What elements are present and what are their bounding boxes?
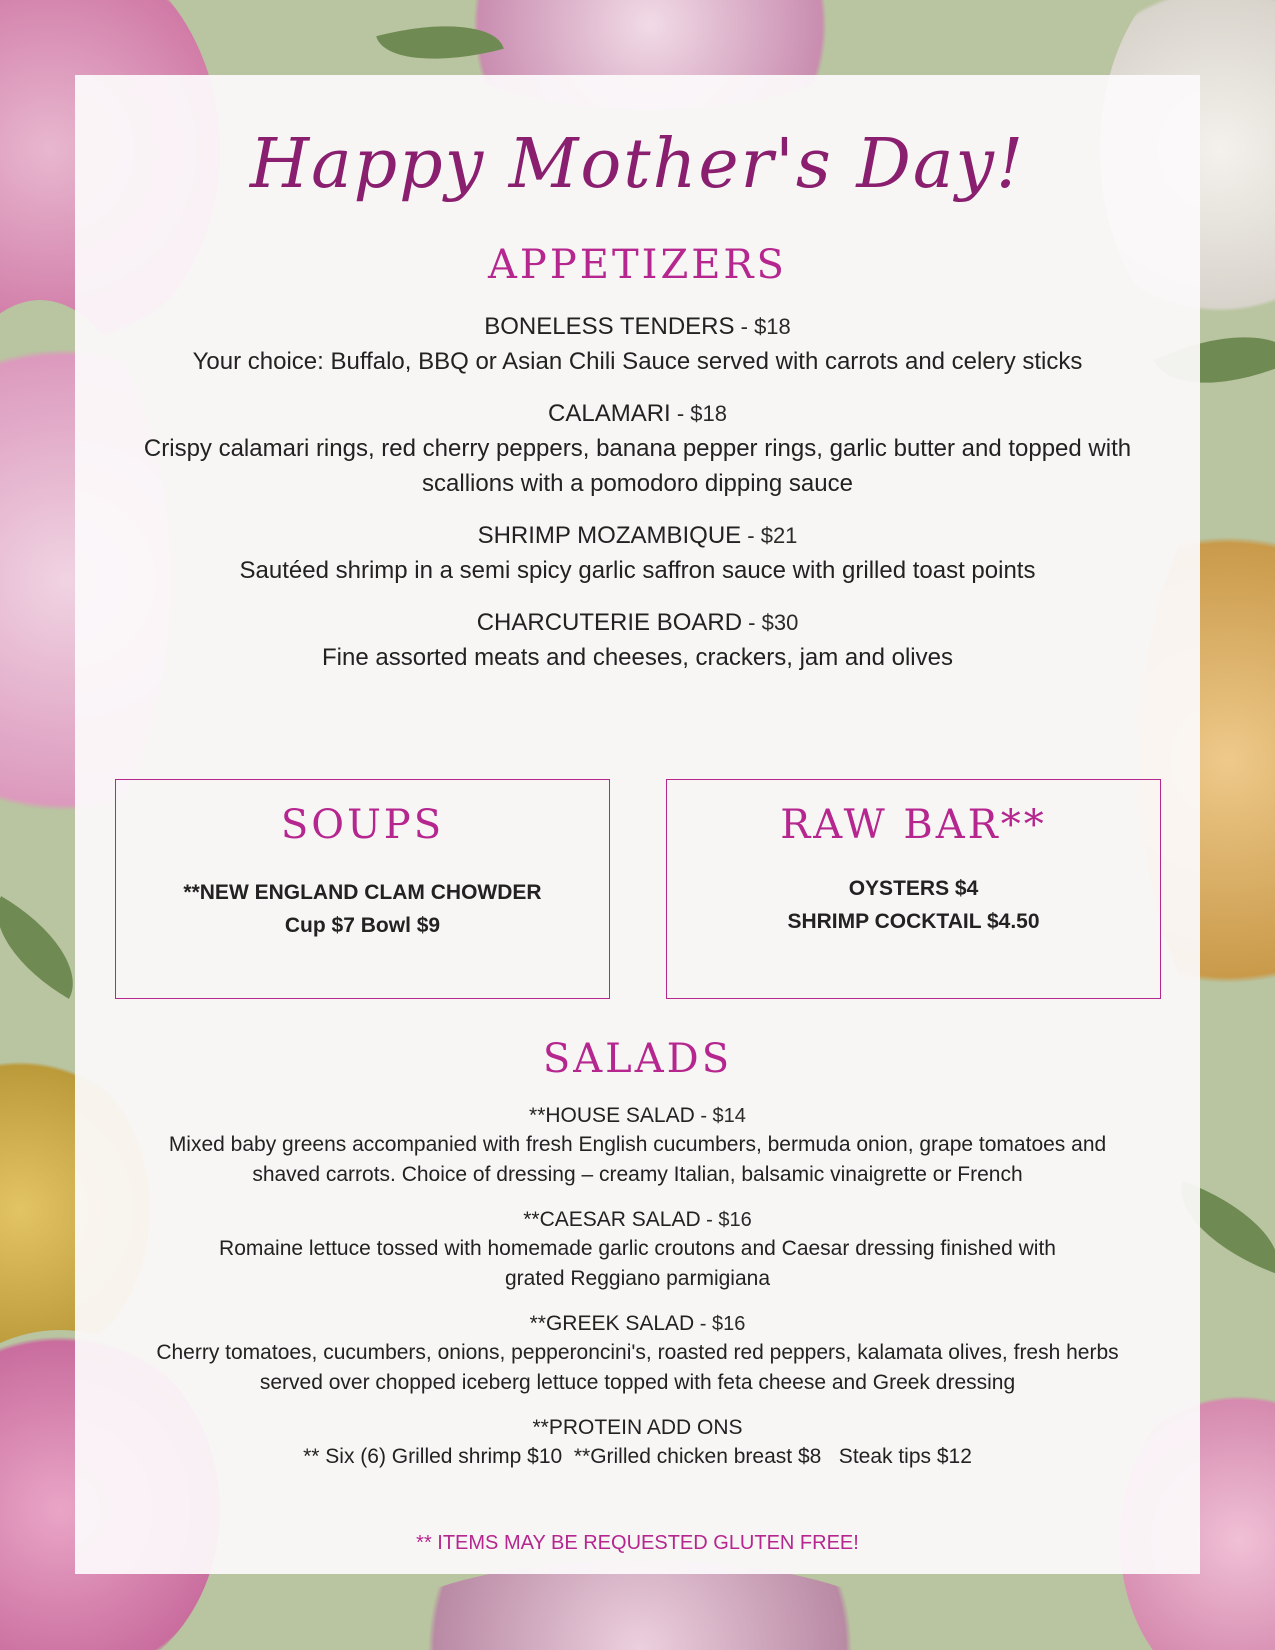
raw-bar-item: OYSTERS $4 xyxy=(848,877,979,900)
raw-bar-box xyxy=(666,779,1161,999)
soups-box xyxy=(115,779,610,999)
item-description: Cherry tomatoes, cucumbers, onions, pepperoncini's, roasted red peppers, kalamata olives, fresh herbs served over chopped iceberg lettuce topped with feta cheese and Greek dressing xyxy=(156,1341,1119,1394)
item-price: - $21 xyxy=(741,523,798,548)
menu-item xyxy=(0,310,1275,379)
item-description: Mixed baby greens accompanied with fresh English cucumbers, bermuda onion, grape tomatoes and shaved carrots. Choice of dressing – creamy Italian, balsamic vinaigrette or French xyxy=(168,1133,1107,1186)
appetizers-heading: APPETIZERS xyxy=(488,242,787,288)
item-description: Sautéed shrimp in a semi spicy garlic saffron sauce with grilled toast points xyxy=(239,557,1036,584)
menu-item xyxy=(0,397,1275,501)
item-name: CALAMARI xyxy=(548,400,671,427)
item-description: Romaine lettuce tossed with homemade garlic croutons and Caesar dressing finished with grated Reggiano parmigiana xyxy=(219,1237,1056,1290)
soup-item-name: **NEW ENGLAND CLAM CHOWDER xyxy=(183,881,542,904)
menu-item xyxy=(0,1102,1275,1190)
item-name: SHRIMP MOZAMBIQUE xyxy=(477,522,742,549)
item-name: **CAESAR SALAD xyxy=(523,1208,701,1231)
raw-bar-heading: RAW BAR** xyxy=(780,802,1047,848)
menu-item xyxy=(0,1414,1275,1472)
item-name: BONELESS TENDERS xyxy=(484,313,735,340)
menu-item xyxy=(0,1310,1275,1398)
item-description: Your choice: Buffalo, BBQ or Asian Chili Sauce served with carrots and celery sticks xyxy=(192,348,1083,375)
gluten-free-note: ** ITEMS MAY BE REQUESTED GLUTEN FREE! xyxy=(416,1532,859,1554)
menu-item xyxy=(0,606,1275,675)
item-price: - $16 xyxy=(700,1209,752,1231)
item-description: Fine assorted meats and cheeses, crackers, jam and olives xyxy=(322,644,953,671)
item-description: ** Six (6) Grilled shrimp $10 **Grilled chicken breast $8 Steak tips $12 xyxy=(303,1445,972,1468)
item-price: - $14 xyxy=(694,1105,746,1127)
item-description: Crispy calamari rings, red cherry peppers, banana pepper rings, garlic butter and topped with scallions with a pomodoro dipping sauce xyxy=(143,435,1132,497)
item-price: - $18 xyxy=(734,314,791,339)
soups-heading: SOUPS xyxy=(280,802,445,848)
item-price: - $16 xyxy=(694,1313,746,1335)
item-name: **PROTEIN ADD ONS xyxy=(532,1416,743,1439)
item-name: CHARCUTERIE BOARD xyxy=(476,609,743,636)
item-name: **HOUSE SALAD xyxy=(529,1104,695,1127)
appetizers-section xyxy=(0,242,1275,693)
menu-item xyxy=(0,519,1275,588)
salads-section xyxy=(0,1036,1275,1488)
menu-item xyxy=(0,1206,1275,1294)
item-price: - $18 xyxy=(670,401,727,426)
soup-item-price: Cup $7 Bowl $9 xyxy=(284,914,441,937)
item-price: - $30 xyxy=(742,610,799,635)
raw-bar-item: SHRIMP COCKTAIL $4.50 xyxy=(787,910,1040,933)
item-name: **GREEK SALAD xyxy=(529,1312,695,1335)
menu-title: Happy Mother's Day! xyxy=(249,125,1026,204)
salads-heading: SALADS xyxy=(542,1036,733,1082)
